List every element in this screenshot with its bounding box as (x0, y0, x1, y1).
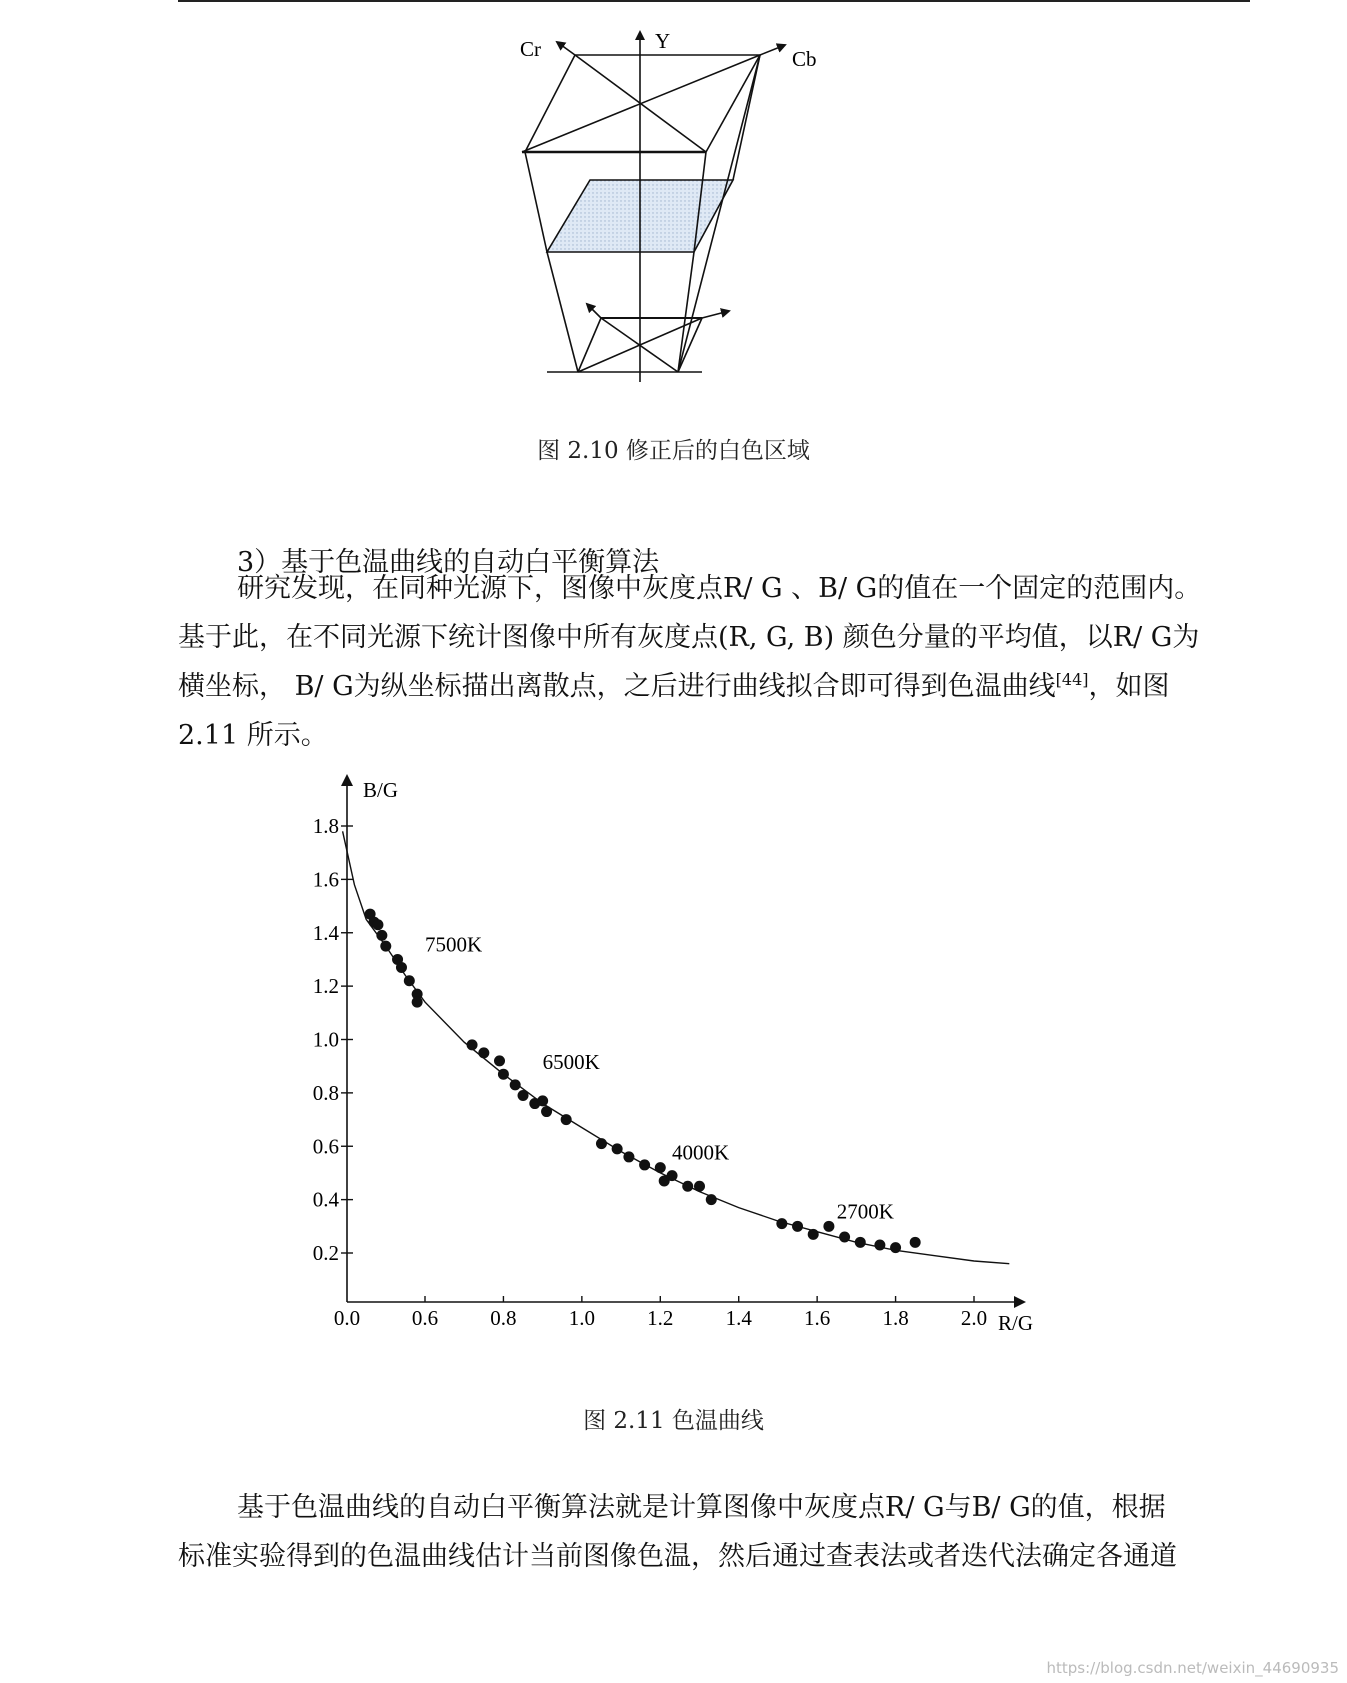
para1-line-text: 横坐标， B/ G为纵坐标描出离散点，之后进行曲线拟合即可得到色温曲线 (178, 671, 1056, 702)
data-point (639, 1159, 650, 1170)
data-point (808, 1229, 819, 1240)
data-point (874, 1239, 885, 1250)
data-point (792, 1221, 803, 1232)
data-point (537, 1095, 548, 1106)
data-point (694, 1181, 705, 1192)
data-point (839, 1231, 850, 1242)
color-temperature-chart (312, 770, 1060, 1350)
data-point (667, 1170, 678, 1181)
data-point (372, 919, 383, 930)
cb-axis-arrow (760, 45, 785, 55)
para2-line: 基于色温曲线的自动白平衡算法就是计算图像中灰度点R/ G与B/ G的值，根据 (237, 1492, 1166, 1523)
x-tick-label: 1.2 (647, 1306, 674, 1330)
y-tick-label: 1.4 (312, 920, 339, 945)
y-tick-label: 0.2 (312, 1241, 339, 1265)
data-point (412, 997, 423, 1008)
data-point (823, 1221, 834, 1232)
x-tick-label: 2.0 (960, 1306, 988, 1330)
lower-cb-arrow (702, 311, 729, 318)
y-tick-label: 1.8 (312, 814, 339, 838)
data-point (682, 1181, 693, 1192)
temperature-label: 6500K (542, 1049, 600, 1074)
top-rule (178, 0, 1250, 2)
data-point (706, 1194, 717, 1205)
data-point (494, 1055, 505, 1066)
x-tick-label: 1.4 (725, 1306, 752, 1330)
y-tick-label: 1.0 (312, 1027, 339, 1052)
data-point (498, 1069, 509, 1080)
para1-line: 研究发现，在同种光源下，图像中灰度点R/ G 、B/ G的值在一个固定的范围内。 (237, 573, 1202, 604)
x-tick-label: 0.6 (411, 1306, 439, 1330)
y-axis-title: B/G (363, 778, 399, 802)
x-tick-label: 0.0 (333, 1306, 361, 1330)
y-tick-label: 0.6 (312, 1134, 339, 1159)
data-point (776, 1218, 787, 1229)
data-point (541, 1106, 552, 1117)
y-tick-label: 1.2 (312, 974, 339, 999)
y-tick-label: 1.6 (312, 867, 339, 892)
data-point (376, 930, 387, 941)
para1-line: 基于此，在不同光源下统计图像中所有灰度点(R, G, B) 颜色分量的平均值，以R/ G为 (178, 622, 1200, 653)
data-point (467, 1039, 478, 1050)
paragraph-1 (178, 564, 1250, 760)
section-heading: 3）基于色温曲线的自动白平衡算法 (237, 547, 660, 578)
data-point (612, 1143, 623, 1154)
para1-line (178, 662, 1250, 711)
temperature-label: 7500K (425, 932, 483, 957)
data-point (561, 1114, 572, 1125)
temperature-label: 4000K (672, 1140, 730, 1165)
para2-line: 标准实验得到的色温曲线估计当前图像色温，然后通过查表法或者迭代法确定各通道 (178, 1541, 1177, 1572)
para1-line: 2.11 所示。 (178, 720, 328, 751)
data-point (380, 941, 391, 952)
data-point (478, 1047, 489, 1058)
data-point (404, 975, 415, 986)
white-region-diagram (510, 25, 817, 410)
data-point (655, 1162, 666, 1173)
data-point (855, 1237, 866, 1248)
figure-caption-2-10: 图 2.10 修正后的白色区域 (537, 438, 810, 464)
data-point (890, 1242, 901, 1253)
citation[interactable]: [44] (1055, 670, 1089, 689)
y-tick-label: 0.4 (312, 1187, 339, 1212)
lower-cr-arrow (587, 304, 601, 318)
y-tick-label: 0.8 (312, 1080, 339, 1105)
cr-axis-arrow (557, 42, 575, 55)
data-point (518, 1090, 529, 1101)
fitted-curve (343, 831, 1010, 1263)
watermark: https://blog.csdn.net/weixin_44690935 (1046, 1659, 1339, 1677)
data-point (396, 962, 407, 973)
figure-caption-2-11: 图 2.11 色温曲线 (583, 1408, 764, 1434)
cb-axis-label: Cb (792, 47, 817, 71)
x-axis-title: R/G (998, 1311, 1034, 1335)
data-point (596, 1138, 607, 1149)
para1-line-tail: ，如图 (1088, 671, 1170, 702)
data-point (510, 1079, 521, 1090)
temperature-label: 2700K (836, 1199, 894, 1224)
y-axis-label: Y (655, 29, 671, 53)
x-tick-label: 0.8 (490, 1306, 517, 1330)
x-tick-label: 1.0 (568, 1306, 595, 1330)
paragraph-2 (178, 1483, 1250, 1581)
data-point (623, 1151, 634, 1162)
cr-axis-label: Cr (520, 37, 541, 61)
data-point (910, 1237, 921, 1248)
x-tick-label: 1.8 (882, 1306, 909, 1330)
x-tick-label: 1.6 (804, 1306, 831, 1330)
